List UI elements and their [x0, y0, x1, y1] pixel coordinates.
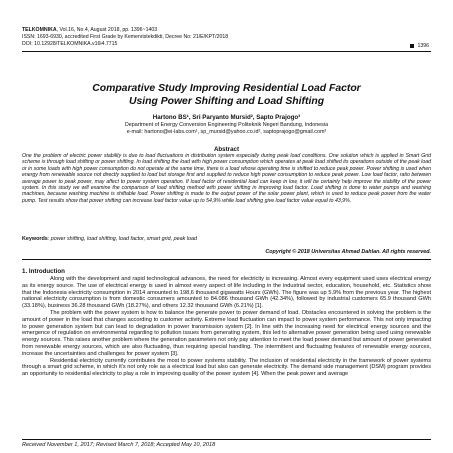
page-number: 1396 — [417, 43, 429, 49]
page-number-block — [410, 43, 429, 49]
issn-line: ISSN: 1693-6930, accredited First Grade by Kemenristekdikti, Decree No: 21/E/KPT/2018 — [22, 34, 229, 40]
keywords-text: : power shifting, load shifting, load factor, smart grid, peak load — [47, 236, 197, 242]
square-bullet-icon — [410, 44, 414, 48]
journal-name: TELKOMNIKA — [22, 27, 57, 33]
paragraph: The problem with the power system is how to balance the generate power to power demand of load. Obstacles encountered in solving the problem is the amount of power in the load that changes according to customer activity. Extreme load fluctuation can impact to power system performance. This not only impacting to power generation system but can lead to degradation in power transmission system [2]. In line with the increasing need for electrical energy sources and the emergence of regulation on environmental regarding to pollution issues from generating system, this led to alternative power generation being used using renewable energy sources. This raises another problem where the generation parameters not only pay attention to meet the load power demand but amount of power generated from renewable energy sources, which are also fluctuating, thus requiring special handling. The intermittent and fluctuating features of renewable energy sources, increase the uncertainties and challenges for power system [3]. — [22, 309, 431, 357]
paper-title-line-1: Comparative Study Improving Residential Load Factor — [92, 83, 361, 94]
section-heading: 1. Introduction — [22, 268, 65, 275]
authors: Hartono BS¹, Sri Paryanto Mursid², Sapto Prajogo³ — [152, 114, 301, 121]
doi-line: DOI: 10.12928/TELKOMNIKA.v16i4.7715 — [22, 41, 118, 47]
paragraph: Along with the development and rapid technological advances, the need for electricity is increasing. Almost every equipment used uses electrical energy as its energy source. The use of electrical energy is used in almost every aspect of life including in the industrial sector, education, household, etc. Statistics show that the Indonesia electricity consumption in 2014 amounted to 198,6 thousand gigawatts Hours (GWh). The figure was up 5.9% from the previous year. The highest national electricity consumption is from domestic consumers amounted to 84.086 thousand GWh (42.34%), followed by industrial customers 65.9 thousand GWh (33.18%), business 36.28 thousand GWh (18.27%), and others 12.32 thousand GWh (6.21%) [1]. — [22, 276, 431, 310]
keywords — [22, 236, 431, 243]
paragraph: Residential electricity currently contributes the most to power systems stability. The inclusion of residential electricity in the framework of power systems through a smart grid scheme, in which it's not only role as a electrical load but also can generate electricity. The demand side management (DSM) program provides an opportunity to residential electricity to play a role in improving quality of the power system [4]. When the peak power and average — [22, 357, 431, 378]
keywords-label: Keywords — [22, 236, 48, 242]
copyright-notice: Copyright © 2018 Universitas Ahmad Dahlan. All rights reserved. — [265, 249, 431, 255]
affiliation-department: Department of Energy Conversion Engineering Politeknik Negeri Bandung, Indonesia — [124, 122, 329, 128]
footer-rule — [22, 439, 431, 440]
abstract-heading: Abstract — [213, 146, 240, 153]
affiliation — [0, 122, 453, 136]
affiliation-emails: e-mail: hartono@ei-labs.com¹, sp_mursid@yahoo.co.id², saptoprajogo@gmail.com³ — [126, 129, 327, 135]
abstract-text: One the problem of electric power stability is due to load fluctuations in distribution system especially during peak load conditions. One solution which is applied in Smart Grid scheme is through load shifting or power shifting. In load shifting the load with high power consumption which operates at peak load shifted its operations outside of the peak load or in some loads with high power consumption do not operate at the same time, there is a load whose operating time is shifted to reduce peak power. Power shifting is used when energy from renewable source not directly supplied to load but storage first and supplied to reduce high power consumption to reduce peak power. Low load factor, ratio between average power to peak power, may affect to power system operation. If load factor of residential load can keep in low, it will be certainly help improve the stability of the power system. In this study we will examine the comparison of load shifting method with power shifting in improving load factor. Load shifting is done to water pumps and washing machines, because washing machine is shiftable load. Power shifting is made to the output power of the solar power plant, which is used to reduce peak power from the water pump. Test results show that power shifting can increase load factor value up to 54,9% while load shifting give load factor value equal to 43,9%. — [22, 153, 431, 204]
copyright-rule — [22, 259, 431, 260]
received-dates: Received November 1, 2017; Revised March 7, 2018; Accepted May 10, 2018 — [22, 442, 216, 448]
paper-title-line-2: Using Power Shifting and Load Shifting — [128, 96, 325, 107]
journal-header — [22, 27, 157, 34]
header-rule — [22, 51, 431, 52]
introduction-body — [22, 276, 431, 378]
volume-info: , Vol.16, No.4, August 2018, pp. 1396~1403 — [56, 27, 158, 33]
